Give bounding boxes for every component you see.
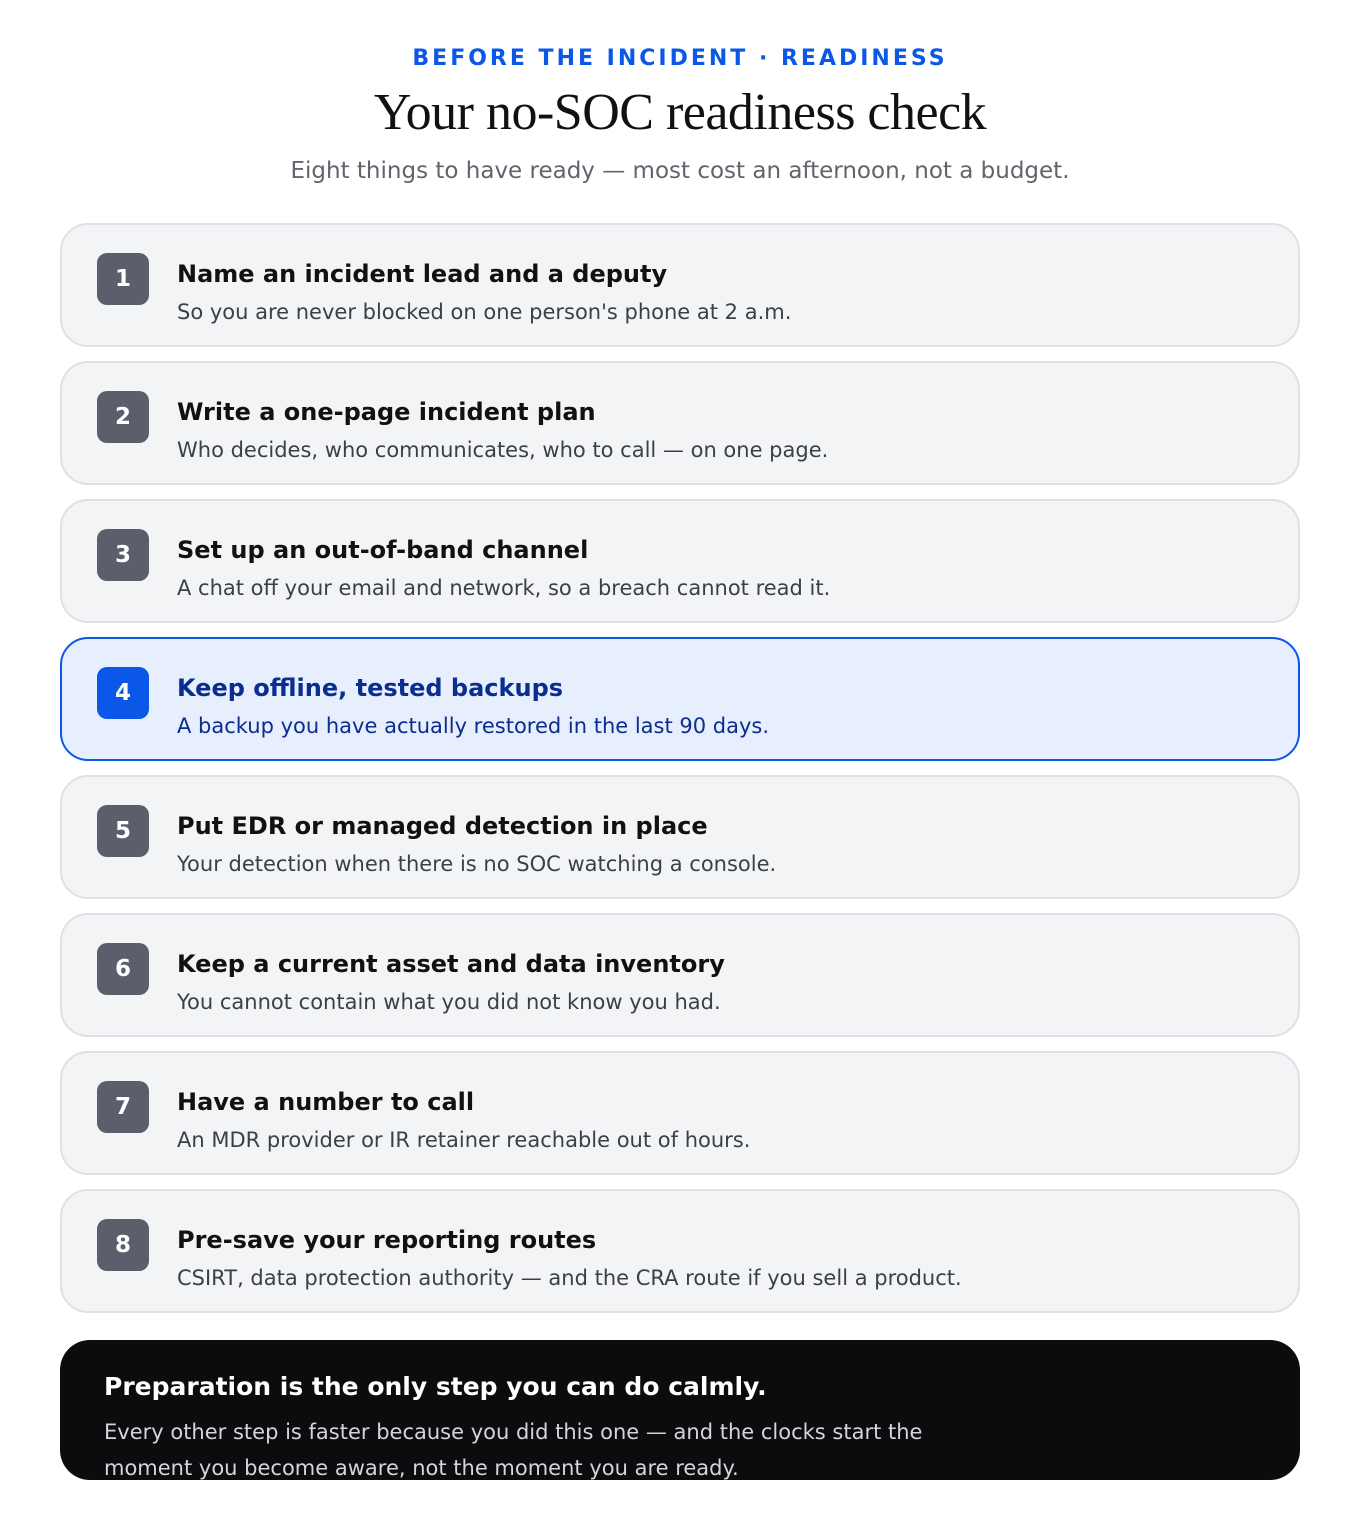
step-number-badge: 8 (97, 1219, 149, 1271)
checklist-item-title: Keep offline, tested backups (177, 674, 564, 702)
checklist-item-title: Keep a current asset and data inventory (177, 950, 725, 978)
callout-body: Every other step is faster because you did this one — and the clocks start the moment you become aware, not the moment you are ready. (104, 1420, 923, 1480)
checklist-item-title: Pre-save your reporting routes (177, 1226, 597, 1254)
checklist-item-1 (60, 223, 1300, 347)
checklist-item-description: CSIRT, data protection authority — and the CRA route if you sell a product. (177, 1266, 962, 1290)
page-title: Your no-SOC readiness check (373, 84, 987, 141)
checklist-item-title: Set up an out-of-band channel (177, 536, 589, 564)
checklist-item-4-highlighted (60, 637, 1300, 761)
readiness-checklist (60, 223, 1300, 1327)
checklist-item-title: Have a number to call (177, 1088, 475, 1116)
step-number-badge: 1 (97, 253, 149, 305)
checklist-item-8 (60, 1189, 1300, 1313)
step-number-badge: 5 (97, 805, 149, 857)
step-number-badge: 6 (97, 943, 149, 995)
callout-title: Preparation is the only step you can do calmly. (104, 1372, 767, 1401)
page-subtitle: Eight things to have ready — most cost an afternoon, not a budget. (290, 158, 1070, 184)
checklist-item-description: A chat off your email and network, so a breach cannot read it. (177, 576, 831, 600)
summary-callout (60, 1340, 1300, 1480)
checklist-item-title: Put EDR or managed detection in place (177, 812, 708, 840)
step-number-badge: 2 (97, 391, 149, 443)
checklist-item-description: Your detection when there is no SOC watching a console. (177, 852, 777, 876)
checklist-item-title: Name an incident lead and a deputy (177, 260, 668, 288)
eyebrow-label: BEFORE THE INCIDENT · READINESS (412, 46, 948, 71)
checklist-item-description: You cannot contain what you did not know you had. (177, 990, 721, 1014)
step-number-badge: 3 (97, 529, 149, 581)
step-number-badge: 7 (97, 1081, 149, 1133)
checklist-item-5 (60, 775, 1300, 899)
checklist-item-7 (60, 1051, 1300, 1175)
checklist-item-6 (60, 913, 1300, 1037)
checklist-item-description: An MDR provider or IR retainer reachable out of hours. (177, 1128, 751, 1152)
checklist-item-3 (60, 499, 1300, 623)
checklist-item-description: A backup you have actually restored in the last 90 days. (177, 714, 770, 738)
checklist-item-2 (60, 361, 1300, 485)
checklist-item-description: Who decides, who communicates, who to call — on one page. (177, 438, 829, 462)
checklist-item-description: So you are never blocked on one person's phone at 2 a.m. (177, 300, 792, 324)
checklist-item-title: Write a one-page incident plan (177, 398, 596, 426)
step-number-badge: 4 (97, 667, 149, 719)
